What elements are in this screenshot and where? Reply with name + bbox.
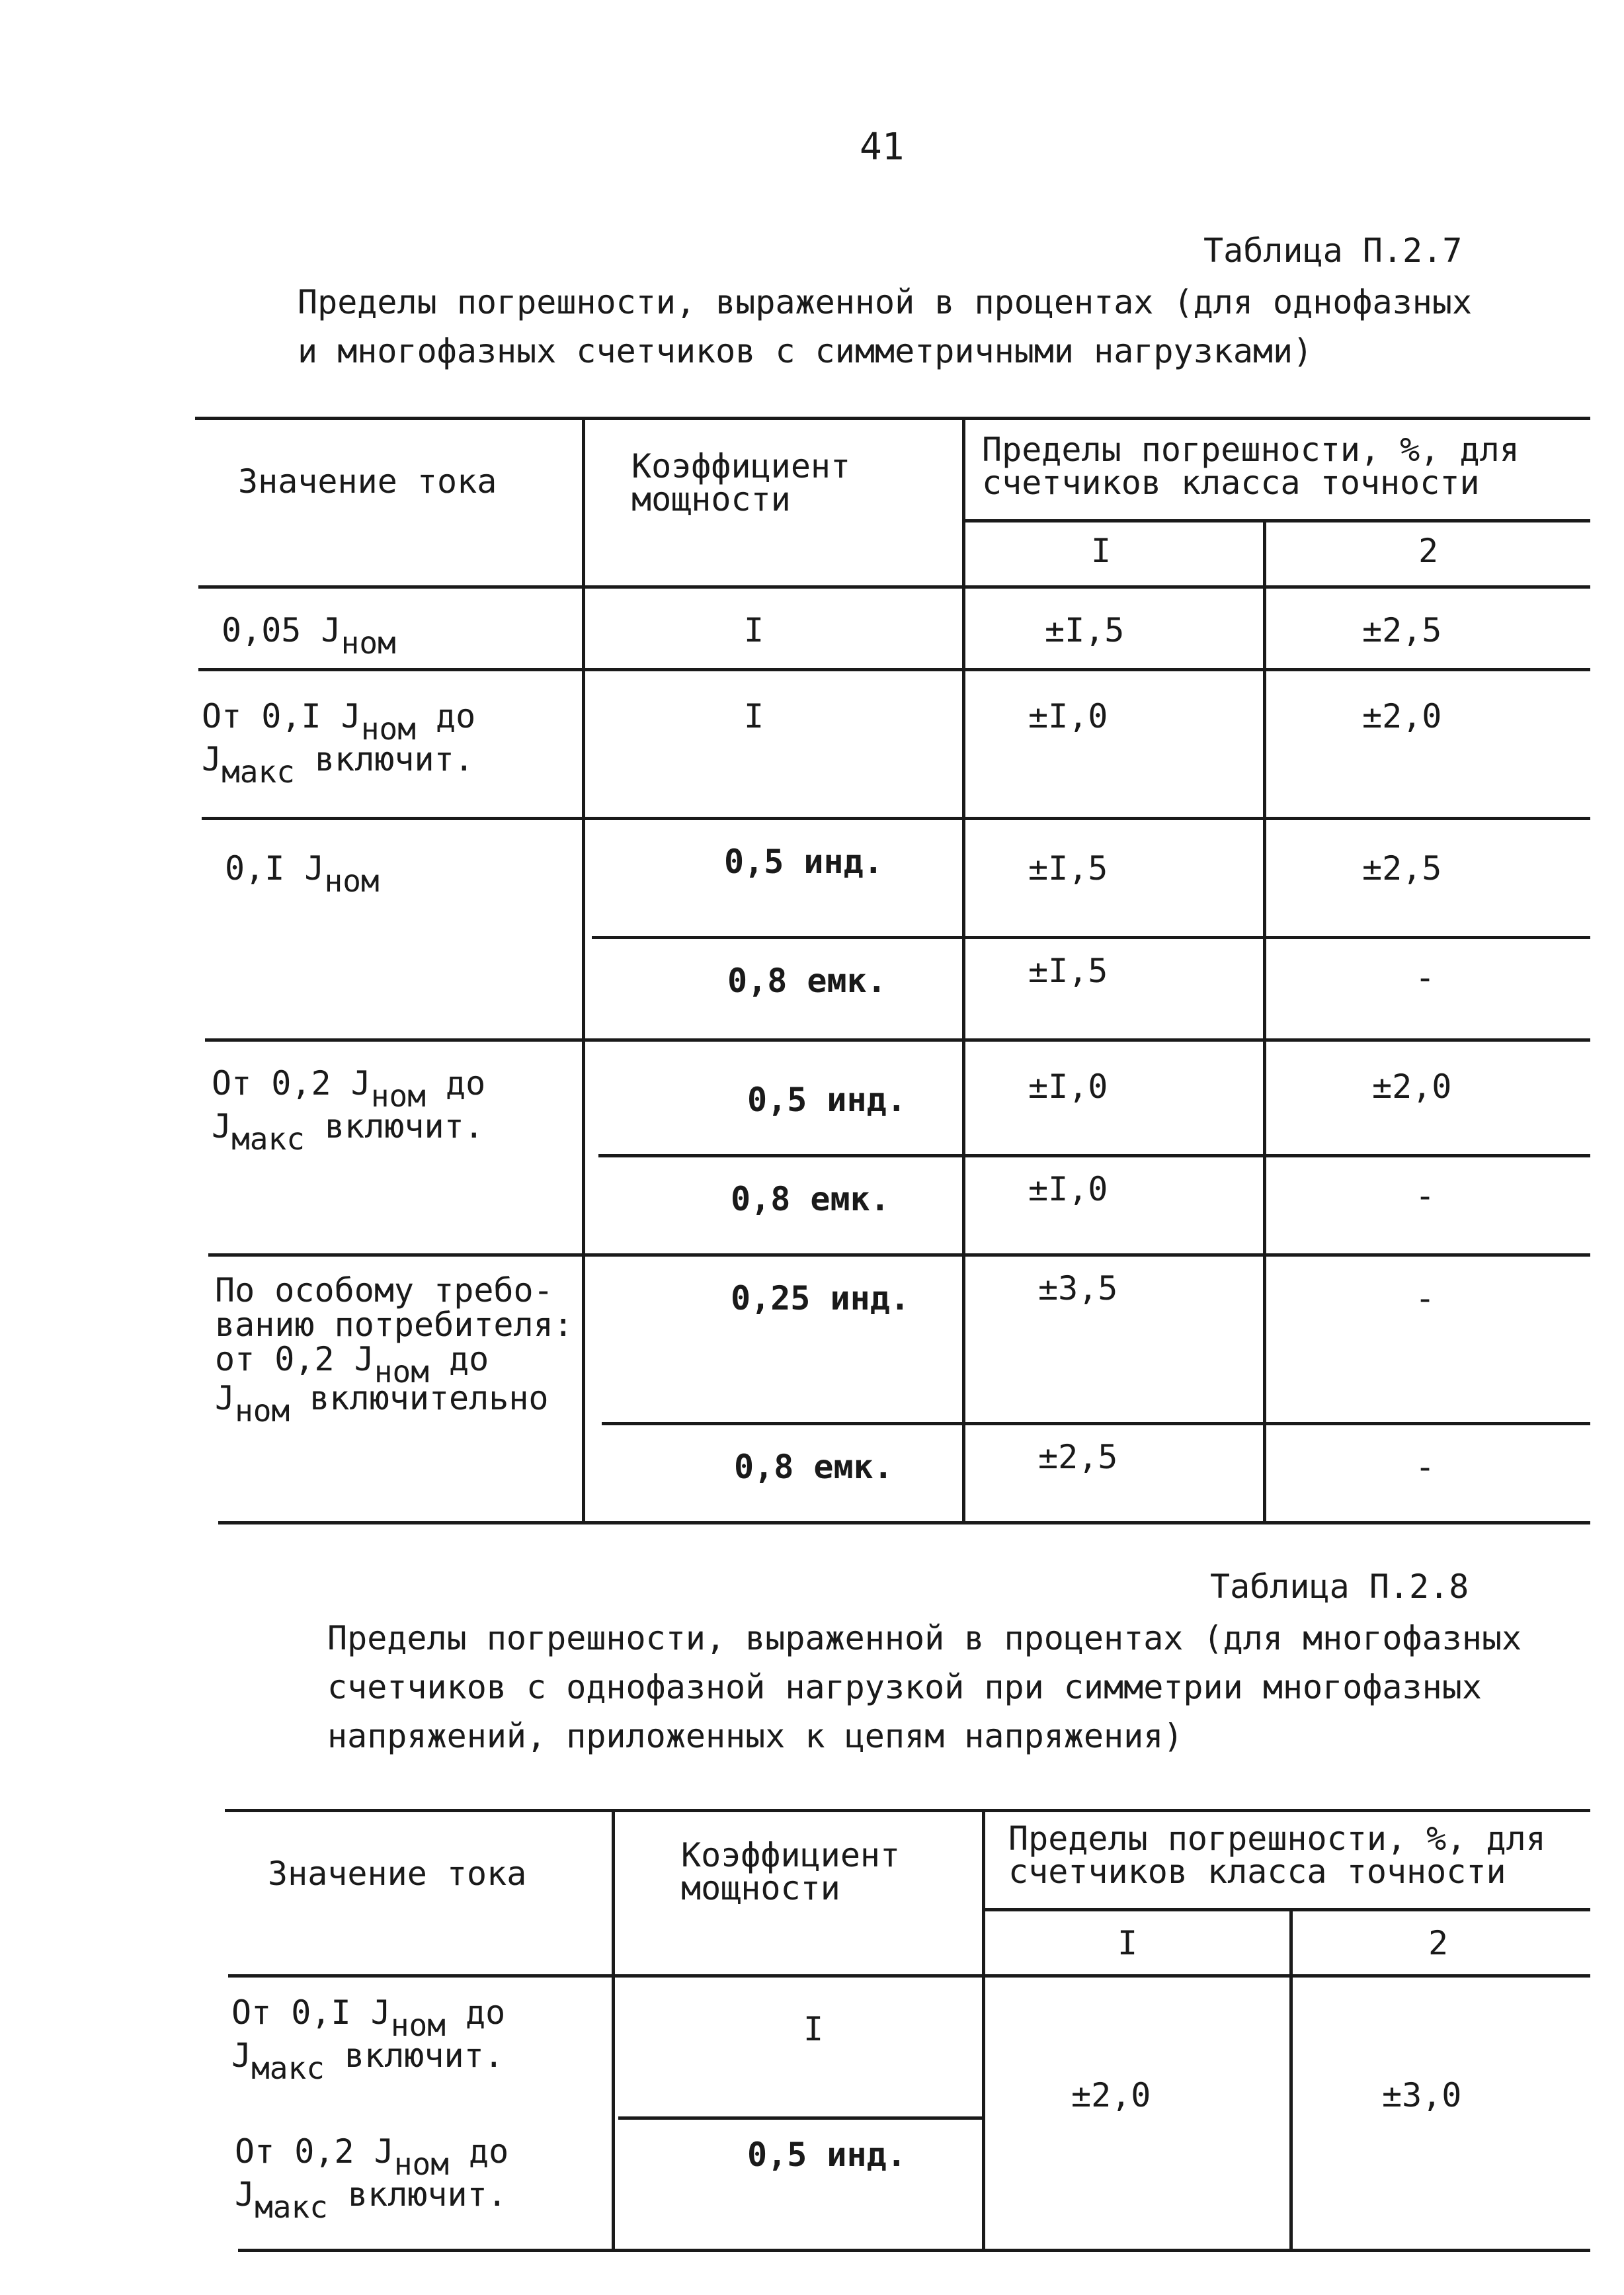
rule — [238, 2249, 1590, 2252]
current-tail: до — [415, 697, 476, 735]
table-2-title-line: напряжений, приложенных к цепям напряжения) — [327, 1717, 1184, 1755]
row-4a-power-factor: 0,5 инд. — [747, 1081, 907, 1119]
header-error-limits-line: Пределы погрешности, %, для — [1008, 1819, 1546, 1858]
current-subscript: ном — [324, 863, 380, 899]
header-error-limits-line: счетчиков класса точности — [1008, 1853, 1506, 1891]
header-class-2: 2 — [1418, 532, 1439, 570]
current-subscript: ном — [360, 711, 416, 747]
current-tail: включит. — [304, 1107, 484, 1146]
table-2-title-line: Пределы погрешности, выраженной в процентах (для многофазных — [327, 1619, 1522, 1657]
row-3b-class-2: - — [1415, 958, 1436, 997]
rule — [612, 1809, 615, 2249]
table-2-title — [327, 1614, 1522, 1761]
class-1-value: ±2,0 — [1071, 2076, 1151, 2114]
current-tail: включит. — [294, 740, 474, 778]
row-2-class-1: ±I,0 — [1028, 697, 1108, 735]
row-5a-class-2: - — [1415, 1279, 1436, 1317]
current-tail: до — [428, 1340, 489, 1378]
row-1-current — [222, 611, 396, 661]
rule — [198, 585, 1590, 589]
header-power-factor-line: мощности — [631, 480, 791, 519]
current-subscript: ном — [390, 2007, 446, 2043]
current-subscript: ном — [393, 2146, 449, 2182]
header-power-factor-line: Коэффициент — [631, 447, 851, 485]
rule — [218, 1521, 1590, 1524]
row-3a-power-factor: 0,5 инд. — [724, 843, 883, 881]
current-subscript: макс — [222, 754, 295, 790]
rule — [965, 519, 1590, 522]
header-error-limits — [1008, 1819, 1546, 1891]
rule — [582, 417, 585, 1521]
row-5b-class-2: - — [1415, 1448, 1436, 1486]
current-value: J — [212, 1107, 232, 1146]
current-subscript: макс — [231, 1121, 305, 1157]
current-subscript: ном — [370, 1078, 426, 1114]
row-1-power-factor: I — [803, 2010, 824, 2048]
header-error-limits — [982, 431, 1520, 502]
header-power-factor — [681, 1836, 901, 1907]
row-2-power-factor: 0,5 инд. — [747, 2136, 907, 2174]
row-1-current — [231, 1993, 506, 2086]
table-2-title-line: счетчиков с однофазной нагрузкой при симметрии многофазных — [327, 1668, 1482, 1706]
row-4a-class-2: ±2,0 — [1372, 1067, 1452, 1106]
row-3b-power-factor: 0,8 емк. — [727, 962, 887, 1000]
rule — [198, 668, 1590, 671]
rule — [225, 1809, 1590, 1812]
current-subscript: макс — [251, 2050, 325, 2086]
row-2-current — [235, 2132, 509, 2225]
header-power-factor — [631, 447, 851, 519]
current-line: По особому требо- — [215, 1271, 553, 1310]
current-subscript: ном — [374, 1354, 429, 1390]
row-4b-power-factor: 0,8 емк. — [731, 1180, 890, 1218]
rule — [982, 1908, 1590, 1911]
header-class-1: I — [1117, 1924, 1138, 1962]
rule — [208, 1253, 1590, 1257]
header-power-factor-line: мощности — [681, 1869, 840, 1907]
table-1-title-line: и многофазных счетчиков с симметричными нагрузками) — [298, 332, 1313, 370]
current-value: от 0,2 J — [215, 1340, 374, 1378]
current-subscript: ном — [341, 625, 396, 661]
header-current: Значение тока — [238, 462, 497, 501]
table-1-title — [298, 278, 1472, 376]
header-error-limits-line: Пределы погрешности, %, для — [982, 431, 1520, 469]
current-value: От 0,I J — [231, 1993, 391, 2032]
header-error-limits-line: счетчиков класса точности — [982, 464, 1480, 502]
current-subscript: макс — [255, 2189, 328, 2225]
current-value: J — [231, 2036, 252, 2075]
rule — [1289, 1908, 1293, 2249]
table-1-label: Таблица П.2.7 — [1203, 231, 1463, 270]
row-1-class-1: ±I,5 — [1045, 611, 1125, 649]
current-value: От 0,I J — [202, 697, 361, 735]
page-number: 41 — [860, 126, 905, 169]
rule — [598, 1154, 1590, 1157]
current-tail: до — [445, 1993, 506, 2032]
row-3a-class-1: ±I,5 — [1028, 849, 1108, 888]
rule — [982, 1809, 985, 2249]
current-value: J — [202, 740, 222, 778]
row-5b-class-1: ±2,5 — [1038, 1438, 1118, 1476]
row-5b-power-factor: 0,8 емк. — [734, 1448, 893, 1486]
row-5a-power-factor: 0,25 инд. — [731, 1279, 910, 1317]
row-4b-class-2: - — [1415, 1177, 1436, 1215]
header-current: Значение тока — [268, 1855, 527, 1893]
current-tail: включительно — [290, 1379, 549, 1417]
table-2-label: Таблица П.2.8 — [1210, 1567, 1469, 1606]
header-power-factor-line: Коэффициент — [681, 1836, 901, 1874]
rule — [228, 1974, 1590, 1978]
header-class-2: 2 — [1428, 1924, 1449, 1962]
row-4b-class-1: ±I,0 — [1028, 1170, 1108, 1208]
row-2-power-factor: I — [744, 697, 764, 735]
rule — [618, 2116, 985, 2120]
current-value: 0,05 J — [222, 611, 341, 649]
current-tail: включит. — [324, 2036, 504, 2075]
rule — [202, 817, 1590, 820]
rule — [205, 1038, 1590, 1042]
row-1-power-factor: I — [744, 611, 764, 649]
current-value: От 0,2 J — [235, 2132, 394, 2171]
row-3b-class-1: ±I,5 — [1028, 952, 1108, 990]
row-1-class-2: ±2,5 — [1362, 611, 1442, 649]
current-value: От 0,2 J — [212, 1064, 371, 1103]
row-3a-class-2: ±2,5 — [1362, 849, 1442, 888]
row-4a-class-1: ±I,0 — [1028, 1067, 1108, 1106]
row-5-current — [215, 1271, 573, 1429]
current-value: J — [215, 1379, 235, 1417]
header-class-1: I — [1091, 532, 1112, 570]
current-subscript: ном — [235, 1393, 290, 1429]
row-2-class-2: ±2,0 — [1362, 697, 1442, 735]
row-2-current — [202, 697, 476, 790]
class-2-value: ±3,0 — [1382, 2076, 1462, 2114]
current-value: J — [235, 2175, 255, 2214]
row-3-current — [225, 849, 380, 899]
rule — [602, 1422, 1590, 1425]
current-line: ванию потребителя: — [215, 1306, 573, 1344]
rule — [195, 417, 1590, 420]
current-tail: включит. — [327, 2175, 507, 2214]
table-1-title-line: Пределы погрешности, выраженной в процентах (для однофазных — [298, 283, 1473, 321]
rule — [592, 936, 1590, 939]
rule — [1263, 519, 1266, 1521]
current-tail: до — [448, 2132, 509, 2171]
row-5a-class-1: ±3,5 — [1038, 1269, 1118, 1308]
row-4-current — [212, 1064, 486, 1157]
current-tail: до — [425, 1064, 486, 1103]
rule — [962, 417, 965, 1521]
current-value: 0,I J — [225, 849, 325, 888]
